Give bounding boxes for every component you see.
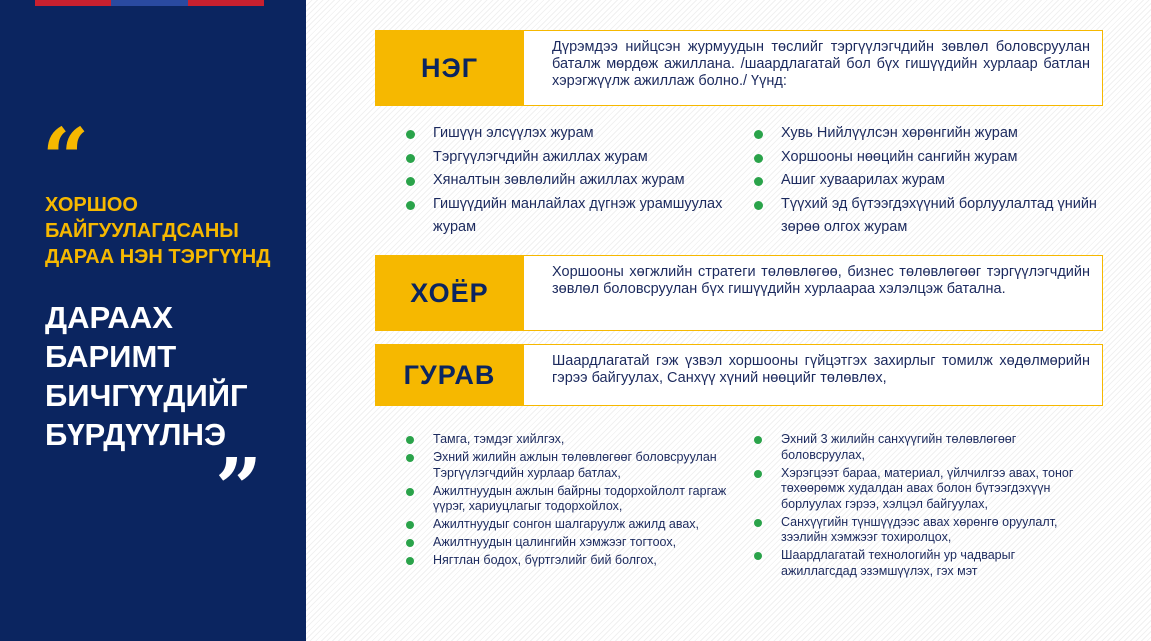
flag-blue-stripe <box>111 0 187 6</box>
flag-red-stripe <box>35 0 111 6</box>
bullet-icon <box>406 201 415 210</box>
list-item <box>406 146 726 170</box>
step-label: ГУРАВ <box>375 344 524 406</box>
list-item <box>406 169 726 193</box>
list-item <box>754 466 1084 513</box>
bullet-icon <box>754 154 763 163</box>
bullet-icon <box>406 557 414 565</box>
bullet-icon <box>754 201 763 210</box>
step-description: Хоршооны хөгжлийн стратеги төлөвлөгөө, бизнес төлөвлөгөөг тэргүүлэгчдийн зөвлөл боловсруулан бүх гишүүдийн хурлаараа хэлэлцэж батална. <box>524 255 1103 331</box>
step-description: Шаардлагатай гэж үзвэл хоршооны гүйцэтгэх захирлыг томилж хөдөлмөрийн гэрээ байгуулах, Санхүү хүний нөөцийг төлөвлөх, <box>524 344 1103 406</box>
list-item <box>754 169 1099 193</box>
panel-subheading: ХОРШОО БАЙГУУЛАГДСАНЫ ДАРАА НЭН ТЭРГҮҮНД <box>45 194 271 268</box>
list-item-text: Тамга, тэмдэг хийлгэх, <box>433 432 565 446</box>
list-item <box>406 122 726 146</box>
regulations-list-left <box>406 122 726 240</box>
list-item-text: Хяналтын зөвлөлийн ажиллах журам <box>433 172 685 188</box>
flag-strip <box>35 0 264 6</box>
bullet-icon <box>406 436 414 444</box>
bullet-icon <box>406 521 414 529</box>
list-item-text: Ажилтнуудыг сонгон шалгаруулж ажилд авах, <box>433 517 700 531</box>
bullet-icon <box>754 130 763 139</box>
bullet-icon <box>754 177 763 186</box>
list-item <box>406 553 736 569</box>
list-item-text: Ашиг хуваарилах журам <box>781 172 945 188</box>
list-item <box>406 450 736 481</box>
list-item-text: Тэргүүлэгчдийн ажиллах журам <box>433 148 648 165</box>
list-item-text: Хувь Нийлүүлсэн хөрөнгийн журам <box>781 125 1018 141</box>
list-item-text: Ажилтнуудын ажлын байрны тодорхойлолт гаргаж үүрэг, хариуцлагыг тодорхойлох, <box>433 483 727 513</box>
bullet-icon <box>406 177 415 186</box>
list-item <box>406 517 736 533</box>
regulations-list-right <box>754 122 1099 240</box>
list-item-text: Гишүүдийн манлайлах дүгнэж урамшуулах журам <box>433 195 723 235</box>
list-item-text: Эхний 3 жилийн санхүүгийн төлөвлөгөөг боловсруулах, <box>781 432 1017 462</box>
list-item <box>754 193 1099 240</box>
bullet-icon <box>406 130 415 139</box>
bullet-icon <box>754 470 762 478</box>
list-item <box>754 548 1084 579</box>
bullet-icon <box>406 539 414 547</box>
list-item <box>754 515 1084 546</box>
list-item-text: Түүхий эд бүтээгдэхүүний борлуулалтад үнийн зөрөө олгох журам <box>781 195 1097 235</box>
bullet-icon <box>406 154 415 163</box>
bullet-icon <box>754 436 762 444</box>
list-item-text: Санхүүгийн түншүүдээс авах хөрөнгө оруулалт, зээлийн хэмжээг тохиролцох, <box>781 514 1058 544</box>
bullet-icon <box>754 519 762 527</box>
list-item-text: Хэрэгцээт бараа, материал, үйлчилгээ авах, тоног төхөөрөмж худалдан авах болон бүтээгдэхүүн борлуулах гэрээ, хэлцэл байгуулах, <box>781 465 1074 511</box>
list-item-text: Гишүүн элсүүлэх журам <box>433 125 594 141</box>
list-item <box>406 193 726 240</box>
step-one <box>375 30 1103 106</box>
left-panel <box>0 0 306 641</box>
step-description: Дүрэмдээ нийцсэн журмуудын төслийг тэргүүлэгчдийн зөвлөл боловсруулан баталж мөрдөж ажиллана. /шаардлагатай бол бүх гишүүдийн хурлаар батлан хэрэгжүүлж ажиллаж болно./ Үүнд: <box>524 30 1103 106</box>
bullet-icon <box>406 454 414 462</box>
list-item-text: Хоршооны нөөцийн сангийн журам <box>781 148 1018 165</box>
list-item <box>754 432 1084 463</box>
list-item <box>406 535 736 551</box>
tasks-list-right <box>754 432 1084 582</box>
panel-heading: ДАРААХ БАРИМТ БИЧГҮҮДИЙГ БҮРДҮҮЛНЭ <box>45 300 248 452</box>
list-item <box>754 122 1099 146</box>
step-label: НЭГ <box>375 30 524 106</box>
step-two <box>375 255 1103 331</box>
step-label: ХОЁР <box>375 255 524 331</box>
list-item-text: Ажилтнуудын цалингийн хэмжээг тогтоох, <box>433 535 677 549</box>
bullet-icon <box>754 552 762 560</box>
close-quote-icon: ” <box>215 441 263 537</box>
list-item-text: Эхний жилийн ажлын төлөвлөгөөг боловсруулан Тэргүүлэгчдийн хурлаар батлах, <box>433 450 717 480</box>
step-three <box>375 344 1103 406</box>
list-item <box>406 432 736 448</box>
tasks-list-left <box>406 432 736 571</box>
list-item-text: Шаардлагатай технологийн ур чадварыг ажиллагсдад эзэмшүүлэх, гэх мэт <box>781 548 1016 578</box>
list-item <box>754 146 1099 170</box>
flag-red-stripe <box>188 0 264 6</box>
open-quote-icon: “ <box>42 111 90 207</box>
list-item-text: Нягтлан бодох, бүртгэлийг бий болгох, <box>433 553 657 567</box>
list-item <box>406 484 736 515</box>
bullet-icon <box>406 488 414 496</box>
